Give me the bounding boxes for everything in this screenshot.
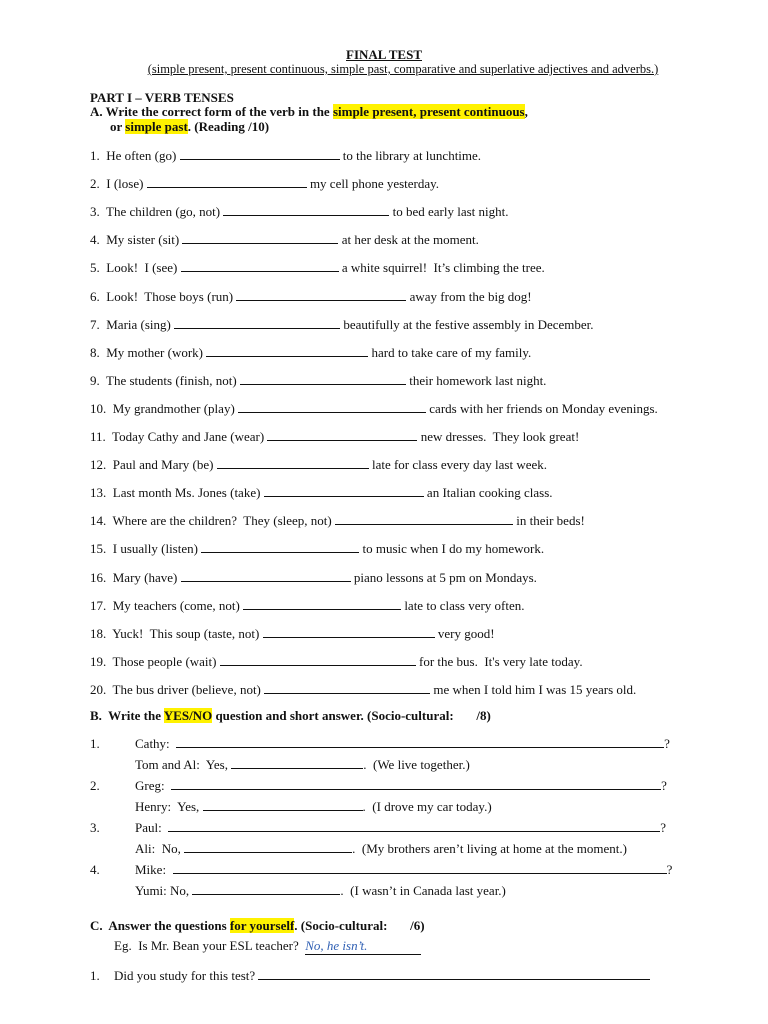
item-continuation: my cell phone yesterday. <box>309 176 440 192</box>
item-prompt: The students (finish, not) <box>106 372 237 388</box>
item-prompt: Look! Those boys (run) <box>106 288 234 304</box>
section-c-heading <box>90 918 425 934</box>
item-prompt: Where are the children? They (sleep, not) <box>112 513 332 529</box>
item-continuation: beautifully at the festive assembly in December. <box>343 316 594 332</box>
verb-item-13 <box>90 485 553 501</box>
answer-blank[interactable] <box>181 570 351 582</box>
item-continuation: cards with her friends on Monday evenings. <box>429 400 658 416</box>
answer-blank[interactable] <box>264 485 424 497</box>
item-number: 17. <box>90 597 107 613</box>
item-continuation: in their beds! <box>516 513 585 529</box>
yesno-item-number: 4. <box>90 862 100 877</box>
item-continuation: late to class very often. <box>404 597 525 613</box>
section-a-heading-line2 <box>110 119 269 135</box>
item-continuation: me when I told him I was 15 years old. <box>433 681 637 697</box>
answer-blank[interactable] <box>201 541 359 553</box>
item-continuation: for the bus. It's very late today. <box>418 653 583 669</box>
item-prompt: My grandmother (play) <box>112 400 235 416</box>
personal-answer-blank[interactable] <box>258 968 650 980</box>
item-prompt: The bus driver (believe, not) <box>112 681 261 697</box>
section-b-heading <box>90 708 491 724</box>
answer-speaker: Tom and Al: Yes, <box>135 757 228 772</box>
short-answer-line <box>135 883 506 899</box>
item-number: 8. <box>90 344 100 360</box>
item-number: 5. <box>90 260 100 276</box>
personal-item-number: 1. <box>90 968 100 983</box>
verb-item-10 <box>90 401 658 417</box>
verb-item-8 <box>90 345 531 361</box>
test-title: FINAL TEST <box>346 47 422 62</box>
section-c-highlight: for yourself <box>229 918 295 933</box>
yesno-question-line <box>135 778 667 794</box>
item-prompt: Look! I (see) <box>106 260 178 276</box>
item-number: 13. <box>90 485 107 501</box>
item-prompt: Yuck! This soup (taste, not) <box>112 625 260 641</box>
item-number: 1. <box>90 148 100 163</box>
yesno-question-line <box>135 862 672 878</box>
item-continuation: to the library at lunchtime. <box>342 148 482 163</box>
answer-blank[interactable] <box>174 317 340 329</box>
answer-speaker: Ali: No, <box>135 841 181 856</box>
yesno-question-line <box>135 736 670 752</box>
item-continuation: away from the big dog! <box>409 288 532 304</box>
verb-item-14 <box>90 513 585 529</box>
section-b-highlight: YES/NO <box>163 708 213 723</box>
item-number: 7. <box>90 316 100 332</box>
item-number: 14. <box>90 513 107 529</box>
example-line <box>114 938 421 955</box>
item-number: 19. <box>90 653 107 669</box>
answer-blank[interactable] <box>220 654 416 666</box>
question-mark: ? <box>660 820 667 835</box>
answer-blank[interactable] <box>181 260 339 272</box>
item-continuation: to bed early last night. <box>392 204 509 220</box>
answer-blank[interactable] <box>217 457 369 469</box>
answer-blank[interactable] <box>243 598 401 610</box>
question-blank[interactable] <box>171 778 661 790</box>
answer-blank[interactable] <box>180 148 340 160</box>
yesno-item-number: 1. <box>90 736 100 751</box>
question-mark: ? <box>664 736 670 751</box>
item-continuation: an Italian cooking class. <box>426 485 553 501</box>
item-number: 10. <box>90 400 107 416</box>
item-number: 2. <box>90 176 100 192</box>
item-prompt: I usually (listen) <box>112 541 198 557</box>
item-number: 16. <box>90 569 107 585</box>
section-b-suffix: question and short answer. (Socio-cultural: /8) <box>212 708 491 723</box>
verb-item-2 <box>90 176 439 192</box>
speaker-label: Paul: <box>135 820 162 835</box>
test-subtitle: (simple present, present continuous, simple past, comparative and superlative adjectives and adverbs.) <box>147 62 659 76</box>
part-heading: PART I – VERB TENSES <box>90 90 234 105</box>
speaker-label: Mike: <box>135 862 167 877</box>
example-label: Eg. Is Mr. Bean your ESL teacher? <box>114 938 299 953</box>
answer-blank[interactable] <box>236 289 406 301</box>
answer-blank[interactable] <box>182 232 338 244</box>
verb-item-19 <box>90 654 583 670</box>
answer-blank[interactable] <box>223 204 389 216</box>
verb-item-3 <box>90 204 508 220</box>
item-prompt: He often (go) <box>106 148 177 163</box>
verb-item-16 <box>90 570 537 586</box>
answer-blank[interactable] <box>267 429 417 441</box>
item-number: 18. <box>90 625 107 641</box>
section-a-comma: , <box>524 104 528 119</box>
section-a-suffix: . (Reading /10) <box>187 119 270 134</box>
personal-question: Did you study for this test? <box>114 968 256 983</box>
section-a-highlight-2: simple past <box>125 119 188 134</box>
item-prompt: Those people (wait) <box>112 653 217 669</box>
item-prompt: The children (go, not) <box>106 204 221 220</box>
item-continuation: hard to take care of my family. <box>371 344 532 360</box>
answer-note: . (I wasn’t in Canada last year.) <box>340 883 506 898</box>
speaker-label: Cathy: <box>135 736 170 751</box>
item-continuation: a white squirrel! It’s climbing the tree. <box>341 260 545 276</box>
section-a-heading <box>90 104 528 120</box>
verb-item-15 <box>90 541 544 557</box>
item-prompt: My mother (work) <box>106 344 204 360</box>
short-answer-line <box>135 841 627 857</box>
item-prompt: Paul and Mary (be) <box>112 457 214 473</box>
section-c-suffix: . (Socio-cultural: /6) <box>294 918 425 933</box>
verb-item-11 <box>90 429 579 445</box>
answer-blank[interactable] <box>263 626 435 638</box>
item-prompt: Maria (sing) <box>106 316 171 332</box>
answer-note: . (We live together.) <box>363 757 470 772</box>
section-a-or: or <box>110 119 126 134</box>
question-mark: ? <box>661 778 667 793</box>
answer-blank[interactable] <box>240 373 406 385</box>
item-continuation: very good! <box>437 625 495 641</box>
yesno-item-number: 3. <box>90 820 100 835</box>
question-blank[interactable] <box>173 862 667 874</box>
section-a-prefix: A. Write the correct form of the verb in the <box>90 104 333 119</box>
verb-item-1 <box>90 148 481 164</box>
verb-item-6 <box>90 289 532 305</box>
verb-item-7 <box>90 317 594 333</box>
item-continuation: late for class every day last week. <box>371 457 548 473</box>
question-mark: ? <box>666 862 673 877</box>
item-number: 15. <box>90 541 107 557</box>
item-prompt: I (lose) <box>106 176 144 192</box>
speaker-label: Greg: <box>135 778 165 793</box>
verb-item-12 <box>90 457 547 473</box>
short-answer-blank[interactable] <box>203 799 363 811</box>
item-continuation: at her desk at the moment. <box>341 232 479 248</box>
item-number: 12. <box>90 457 107 473</box>
item-prompt: Today Cathy and Jane (wear) <box>112 429 265 444</box>
section-c-prefix: C. Answer the questions <box>90 918 230 933</box>
answer-blank[interactable] <box>206 345 368 357</box>
item-prompt: Last month Ms. Jones (take) <box>112 485 261 501</box>
item-number: 9. <box>90 372 100 388</box>
verb-item-9 <box>90 373 546 389</box>
item-prompt: My sister (sit) <box>106 232 180 248</box>
answer-blank[interactable] <box>335 513 513 525</box>
yesno-question-line <box>135 820 666 836</box>
item-number: 20. <box>90 681 107 697</box>
answer-speaker: Yumi: No, <box>135 883 190 898</box>
short-answer-blank[interactable] <box>231 757 363 769</box>
answer-blank[interactable] <box>264 682 430 694</box>
item-number: 4. <box>90 232 100 248</box>
verb-item-5 <box>90 260 545 276</box>
item-number: 3. <box>90 204 100 220</box>
item-continuation: to music when I do my homework. <box>362 541 545 557</box>
answer-blank[interactable] <box>147 176 307 188</box>
verb-item-17 <box>90 598 525 614</box>
item-continuation: new dresses. They look great! <box>420 429 580 444</box>
answer-speaker: Henry: Yes, <box>135 799 200 814</box>
section-a-highlight-1: simple present, present continuous <box>332 104 525 119</box>
question-blank[interactable] <box>168 820 660 832</box>
question-blank[interactable] <box>176 736 664 748</box>
item-number: 6. <box>90 288 100 304</box>
personal-question-line <box>114 968 650 984</box>
yesno-item-number: 2. <box>90 778 100 793</box>
answer-note: . (My brothers aren’t living at home at the moment.) <box>352 841 627 856</box>
item-number: 11. <box>90 429 106 444</box>
example-answer: No, he isn’t. <box>305 938 421 955</box>
item-prompt: Mary (have) <box>112 569 178 585</box>
short-answer-blank[interactable] <box>192 883 340 895</box>
verb-item-20 <box>90 682 636 698</box>
short-answer-blank[interactable] <box>184 841 352 853</box>
item-prompt: My teachers (come, not) <box>112 597 240 613</box>
verb-item-18 <box>90 626 495 642</box>
verb-item-4 <box>90 232 479 248</box>
answer-note: . (I drove my car today.) <box>362 799 492 814</box>
item-continuation: their homework last night. <box>409 372 547 388</box>
short-answer-line <box>135 757 470 773</box>
section-b-prefix: B. Write the <box>90 708 164 723</box>
answer-blank[interactable] <box>238 401 426 413</box>
item-continuation: piano lessons at 5 pm on Mondays. <box>353 569 537 585</box>
short-answer-line <box>135 799 492 815</box>
